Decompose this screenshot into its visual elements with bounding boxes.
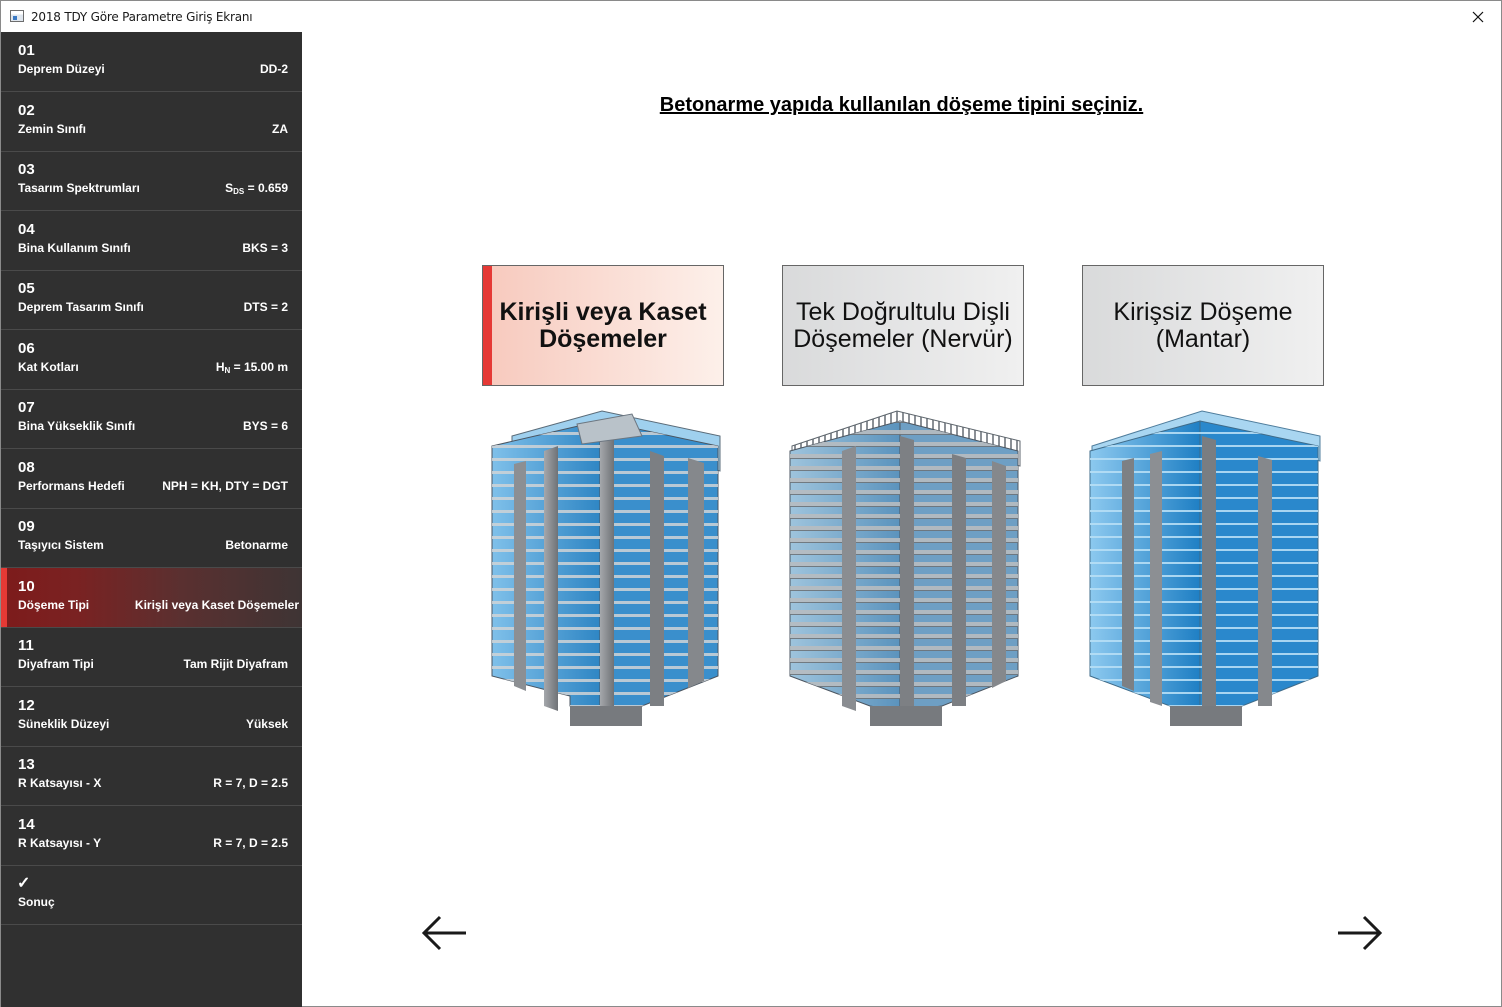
step-value: R = 7, D = 2.5 bbox=[213, 836, 288, 850]
option-kirisli-kaset-button[interactable] bbox=[482, 265, 724, 386]
step-number: 11 bbox=[18, 637, 34, 654]
back-button[interactable] bbox=[420, 913, 468, 953]
main-panel bbox=[302, 32, 1501, 1006]
step-label: Sonuç bbox=[18, 895, 55, 909]
option-label: Tek Doğrultulu Dişli Döşemeler (Nervür) bbox=[793, 297, 1013, 353]
value-rest: = 0.659 bbox=[244, 181, 288, 195]
step-value: R = 7, D = 2.5 bbox=[213, 776, 288, 790]
step-number: 13 bbox=[18, 756, 35, 773]
option-kirissiz-mantar-button[interactable] bbox=[1082, 265, 1324, 386]
step-value: Tam Rijit Diyafram bbox=[183, 657, 288, 671]
arrow-left-icon bbox=[420, 913, 468, 953]
step-label: Zemin Sınıfı bbox=[18, 122, 87, 136]
step-number: 14 bbox=[18, 816, 35, 833]
step-number: 10 bbox=[18, 578, 35, 595]
sidebar-step-07[interactable] bbox=[1, 389, 302, 449]
step-value: NPH = KH, DTY = DGT bbox=[162, 479, 288, 493]
option-label: Kirişli veya Kaset Döşemeler bbox=[499, 297, 707, 353]
sidebar-step-06[interactable] bbox=[1, 330, 302, 390]
next-button[interactable] bbox=[1336, 913, 1384, 953]
step-value: BKS = 3 bbox=[242, 241, 288, 255]
step-number: 03 bbox=[18, 161, 35, 178]
step-value bbox=[216, 360, 288, 375]
value-subscript: DS bbox=[233, 187, 245, 196]
question-title: Betonarme yapıda kullanılan döşeme tipini seçiniz. bbox=[659, 94, 1144, 116]
value-rest: = 15.00 m bbox=[230, 360, 288, 374]
sidebar-step-13[interactable] bbox=[1, 746, 302, 806]
step-label: Deprem Düzeyi bbox=[18, 62, 105, 76]
step-label: Diyafram Tipi bbox=[18, 657, 94, 671]
window-title: 2018 TDY Göre Parametre Giriş Ekranı bbox=[31, 10, 253, 24]
value-symbol: S bbox=[225, 181, 234, 195]
step-number: 06 bbox=[18, 340, 35, 357]
step-value: DTS = 2 bbox=[243, 300, 288, 314]
sidebar-step-05[interactable] bbox=[1, 270, 302, 330]
step-number: 08 bbox=[18, 459, 35, 476]
step-number: 05 bbox=[18, 280, 35, 297]
sidebar bbox=[1, 32, 302, 1007]
step-value: Kirişli veya Kaset Döşemeler bbox=[134, 598, 299, 612]
close-icon bbox=[1472, 11, 1484, 23]
step-value bbox=[225, 181, 288, 196]
value-symbol: H bbox=[215, 360, 225, 374]
building-beamed-slab-image[interactable] bbox=[482, 406, 724, 742]
step-number: 01 bbox=[18, 42, 35, 59]
close-button[interactable] bbox=[1455, 1, 1501, 32]
arrow-right-icon bbox=[1336, 913, 1384, 953]
step-label: Bina Kullanım Sınıfı bbox=[18, 241, 131, 255]
step-label: Döşeme Tipi bbox=[18, 598, 90, 612]
step-value: BYS = 6 bbox=[242, 419, 288, 433]
step-value: DD-2 bbox=[259, 62, 288, 76]
building-flat-slab-image[interactable] bbox=[1082, 406, 1324, 742]
option-label: Kirişsiz Döşeme (Mantar) bbox=[1113, 297, 1293, 353]
step-label: Süneklik Düzeyi bbox=[18, 717, 110, 731]
option-tek-dogrultulu-button[interactable] bbox=[782, 265, 1024, 386]
step-number: 04 bbox=[18, 221, 35, 238]
sidebar-step-04[interactable] bbox=[1, 211, 302, 271]
step-label: R Katsayısı - Y bbox=[18, 836, 102, 850]
sidebar-step-10[interactable] bbox=[1, 568, 302, 628]
sidebar-step-12[interactable] bbox=[1, 687, 302, 747]
step-label: Tasarım Spektrumları bbox=[18, 181, 140, 195]
building-ribbed-slab-image[interactable] bbox=[782, 406, 1024, 742]
step-number: 02 bbox=[18, 102, 35, 119]
app-window-icon bbox=[10, 10, 24, 22]
value-subscript: N bbox=[224, 366, 231, 375]
sidebar-step-02[interactable] bbox=[1, 92, 302, 152]
step-value: ZA bbox=[272, 122, 288, 136]
sidebar-step-11[interactable] bbox=[1, 627, 302, 687]
step-label: Kat Kotları bbox=[18, 360, 79, 374]
checkmark-icon: ✓ bbox=[17, 875, 31, 892]
sidebar-step-09[interactable] bbox=[1, 508, 302, 568]
sidebar-step-08[interactable] bbox=[1, 449, 302, 509]
step-number: 07 bbox=[18, 399, 35, 416]
step-value: Betonarme bbox=[225, 538, 288, 552]
step-label: Performans Hedefi bbox=[18, 479, 125, 493]
step-number: 12 bbox=[18, 697, 35, 714]
sidebar-step-14[interactable] bbox=[1, 806, 302, 866]
step-label: Deprem Tasarım Sınıfı bbox=[18, 300, 144, 314]
sidebar-step-01[interactable] bbox=[1, 32, 302, 92]
sidebar-step-03[interactable] bbox=[1, 151, 302, 211]
step-value: Yüksek bbox=[245, 717, 288, 731]
step-label: Taşıyıcı Sistem bbox=[18, 538, 104, 552]
step-label: R Katsayısı - X bbox=[18, 776, 102, 790]
step-label: Bina Yükseklik Sınıfı bbox=[18, 419, 136, 433]
title-bar bbox=[1, 1, 1501, 32]
sidebar-step-result[interactable] bbox=[1, 865, 302, 925]
step-number: 09 bbox=[18, 518, 35, 535]
